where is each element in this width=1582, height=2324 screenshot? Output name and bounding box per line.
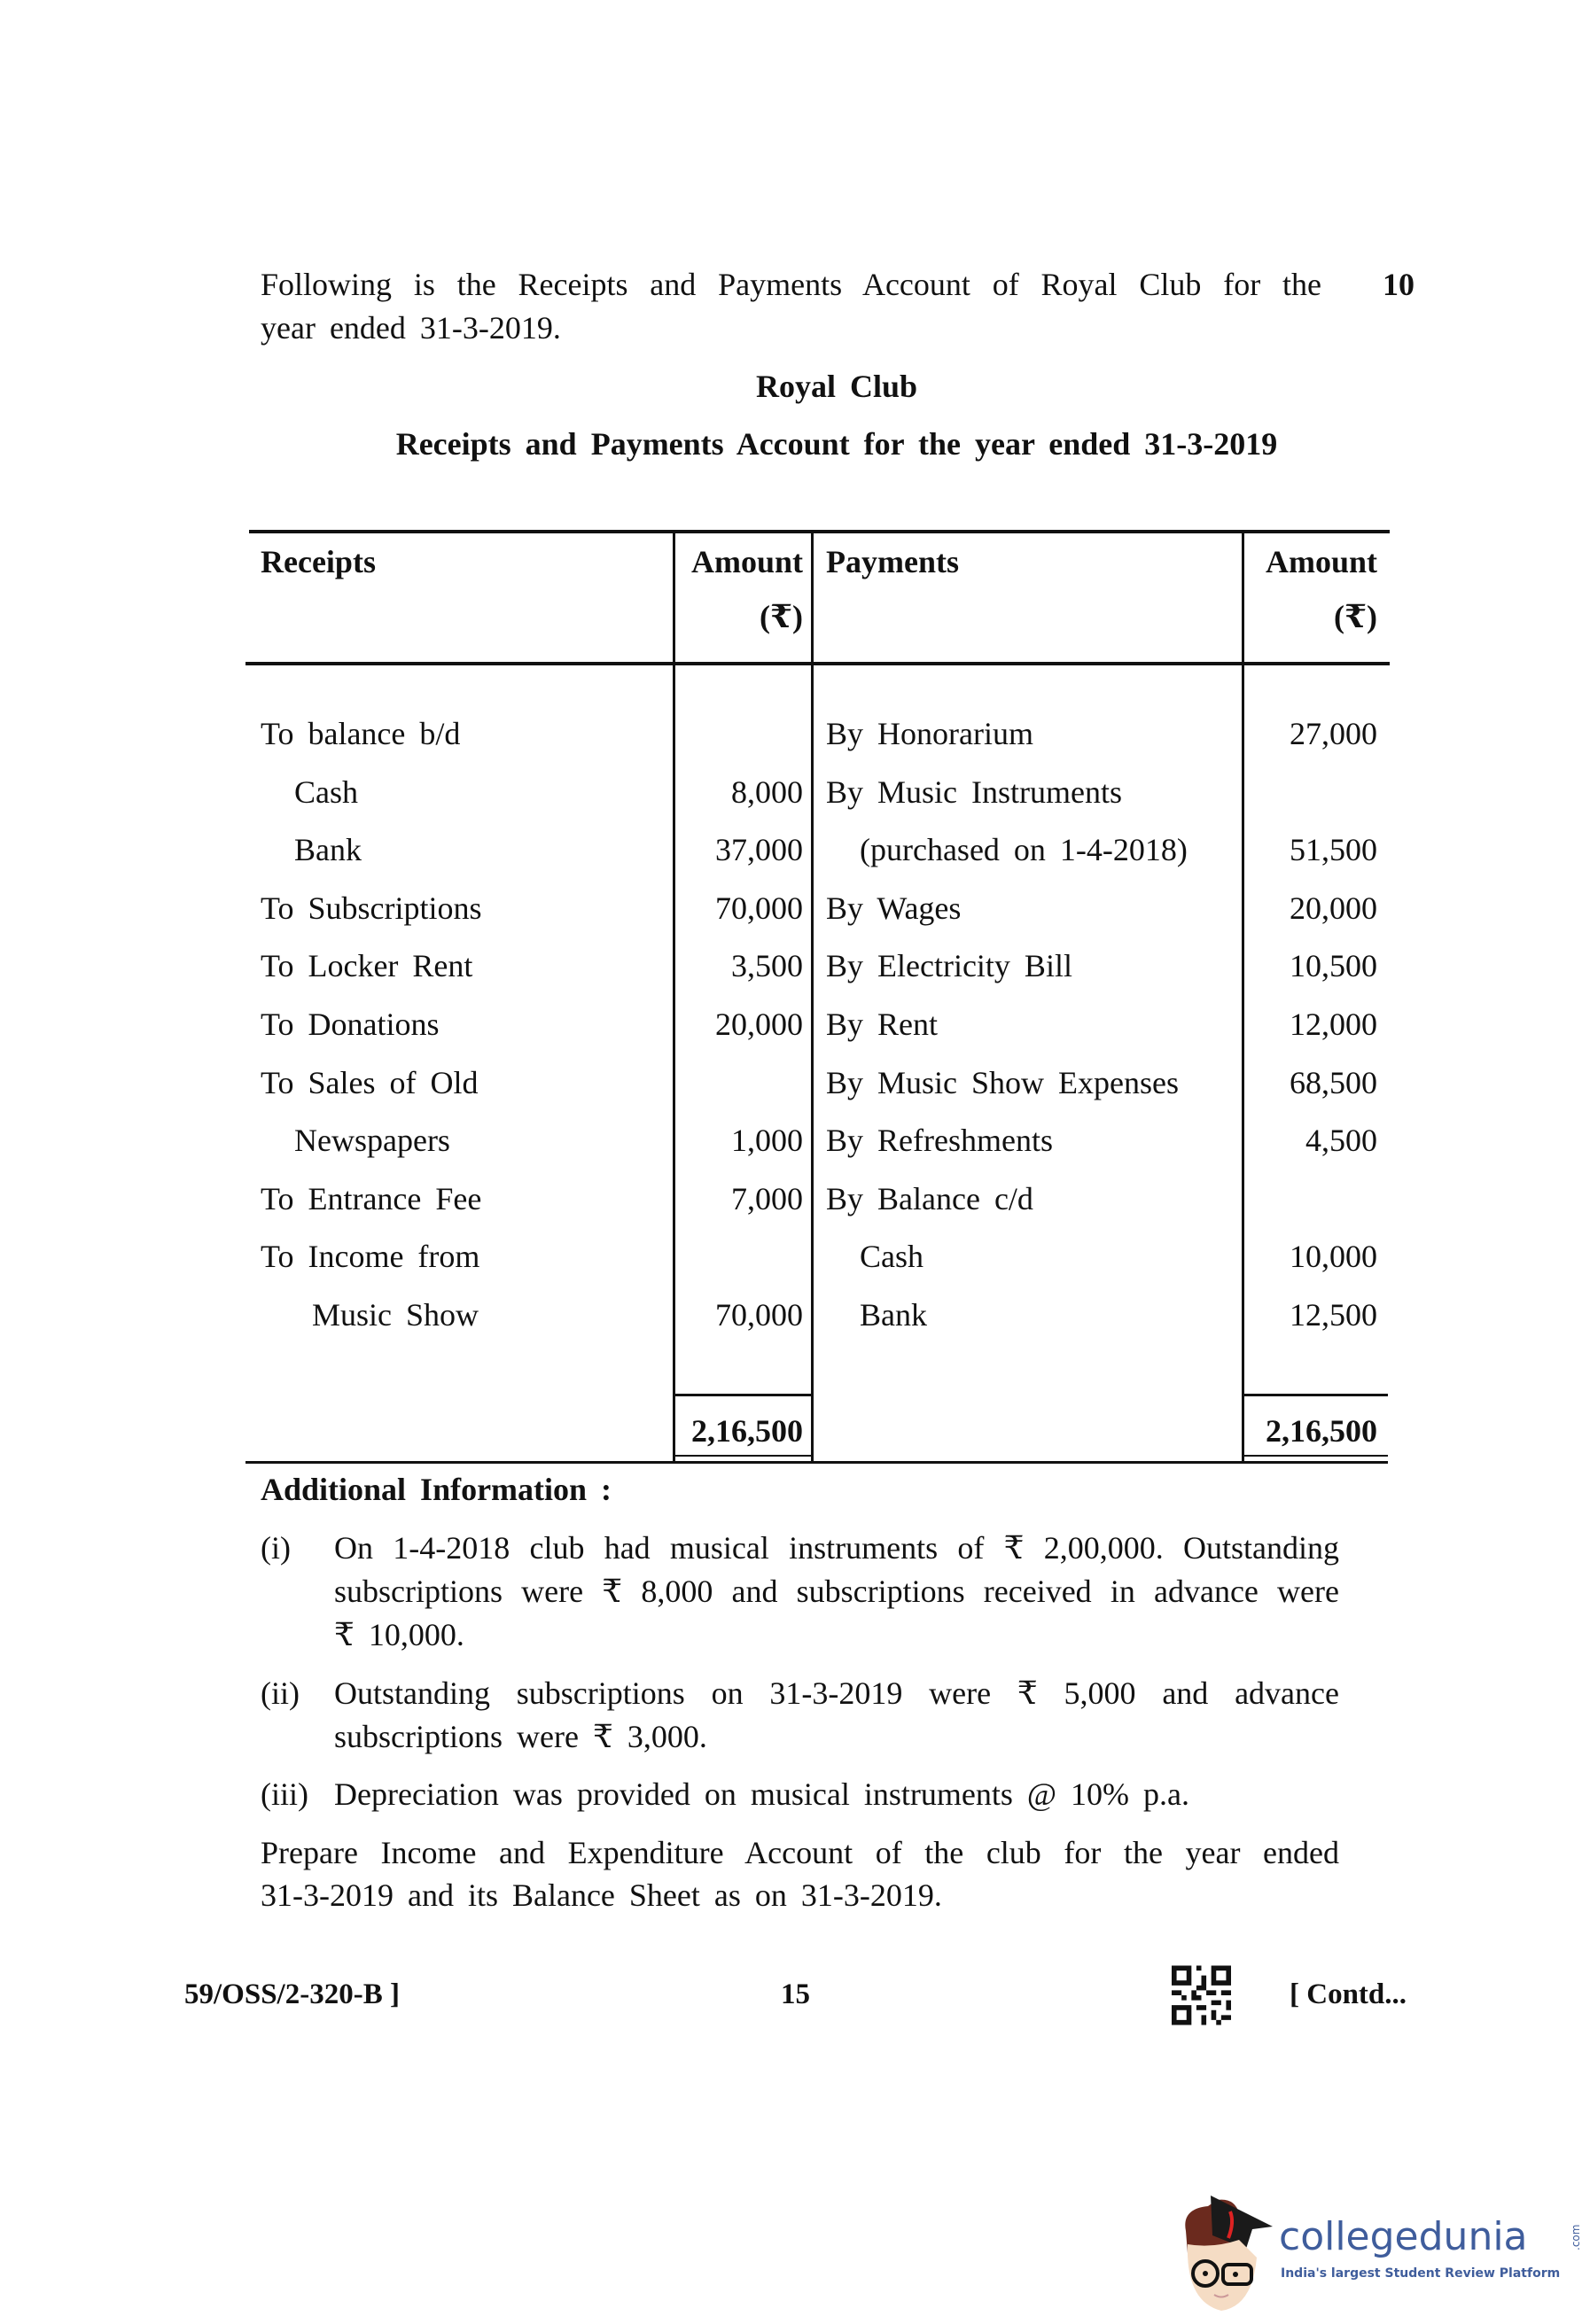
header-currency: (₹)	[759, 599, 803, 634]
payment-amount: 68,500	[1290, 1064, 1377, 1100]
instruction-line-1: Prepare Income and Expenditure Account of the club for the year ended	[261, 1835, 1339, 1870]
payment-amount: 12,000	[1290, 1007, 1377, 1042]
receipt-amount: 20,000	[715, 1007, 803, 1042]
instruction-line-2: 31-3-2019 and its Balance Sheet as on 31-3-2019.	[261, 1877, 942, 1913]
item-text-line: Outstanding subscriptions on 31-3-2019 were ₹ 5,000 and advance	[334, 1675, 1339, 1711]
intro-line-1: Following is the Receipts and Payments Account of Royal Club for the	[261, 267, 1321, 302]
logo-tagline: India's largest Student Review Platform	[1281, 2266, 1561, 2281]
receipt-item: To Donations	[261, 1007, 440, 1042]
receipt-item: To Income from	[261, 1239, 480, 1275]
receipt-item: To balance b/d	[261, 716, 461, 751]
total-rule	[1243, 1394, 1388, 1396]
item-text-line: subscriptions were ₹ 3,000.	[334, 1719, 707, 1754]
receipt-amount: 70,000	[715, 1297, 803, 1333]
qr-code-icon	[1172, 1965, 1231, 2025]
item-number: (iii)	[261, 1776, 308, 1812]
receipt-amount: 37,000	[715, 832, 803, 868]
item-text-line: On 1-4-2018 club had musical instruments of ₹ 2,00,000. Outstanding	[334, 1530, 1339, 1566]
payment-item: By Rent	[826, 1007, 939, 1042]
item-text-line: ₹ 10,000.	[334, 1617, 464, 1652]
header-payments: Payments	[826, 544, 959, 579]
header-amount: Amount	[690, 544, 803, 579]
payment-item: By Wages	[826, 890, 962, 926]
payment-item: By Electricity Bill	[826, 948, 1072, 984]
column-divider	[811, 532, 814, 1462]
column-divider	[673, 532, 675, 1462]
payment-amount: 20,000	[1290, 890, 1377, 926]
payment-amount: 10,500	[1290, 948, 1377, 984]
item-number: (ii)	[261, 1675, 300, 1711]
header-rule	[245, 662, 1390, 665]
account-title: Royal Club	[755, 369, 918, 404]
receipt-item: To Entrance Fee	[261, 1180, 482, 1216]
total-receipts: 2,16,500	[691, 1413, 803, 1449]
payment-amount: 12,500	[1290, 1297, 1377, 1333]
total-double-rule	[674, 1455, 812, 1457]
payment-amount	[1248, 766, 1377, 819]
marks: 10	[1383, 267, 1414, 302]
paper-code: 59/OSS/2-320-B ]	[184, 1978, 400, 2010]
payment-amount	[1248, 1172, 1377, 1225]
receipt-item: Music Show	[312, 1297, 479, 1333]
total-double-rule	[1243, 1455, 1388, 1457]
payment-item: By Music Instruments	[826, 773, 1122, 810]
continued-label: [ Contd...	[1290, 1978, 1407, 2010]
receipt-amount	[677, 1230, 803, 1283]
receipt-item: To Sales of Old	[261, 1064, 479, 1100]
additional-info-heading: Additional Information :	[261, 1472, 612, 1507]
table-top-rule	[249, 530, 1390, 533]
header-currency: (₹)	[1333, 599, 1377, 634]
receipt-amount: 7,000	[731, 1180, 803, 1216]
item-text-line: Depreciation was provided on musical instruments @ 10% p.a.	[334, 1776, 1189, 1812]
payment-item: By Music Show Expenses	[826, 1064, 1179, 1100]
payment-item: By Balance c/d	[826, 1180, 1033, 1216]
payment-item: Cash	[860, 1239, 923, 1275]
payment-item: Bank	[860, 1297, 927, 1333]
logo-wordmark: collegedunia	[1279, 2214, 1528, 2259]
logo-suffix: .com	[1570, 2224, 1582, 2250]
receipt-item: To Locker Rent	[261, 948, 473, 984]
payment-amount: 27,000	[1290, 716, 1377, 751]
header-receipts: Receipts	[261, 544, 376, 579]
receipt-amount: 3,500	[731, 948, 803, 984]
payment-item: By Refreshments	[826, 1123, 1053, 1159]
page-number: 15	[781, 1978, 810, 2010]
receipt-item: Bank	[294, 832, 362, 868]
mascot-icon	[1168, 2196, 1279, 2315]
payment-item: (purchased on 1-4-2018)	[860, 832, 1188, 868]
receipt-amount: 70,000	[715, 890, 803, 926]
column-divider	[1242, 532, 1244, 1462]
receipt-amount	[677, 1056, 803, 1109]
total-payments: 2,16,500	[1266, 1413, 1377, 1449]
account-subtitle: Receipts and Payments Account for the year ended 31-3-2019	[395, 426, 1278, 462]
table-bottom-rule	[245, 1461, 1388, 1464]
total-rule	[674, 1394, 812, 1396]
item-text-line: subscriptions were ₹ 8,000 and subscriptions received in advance were	[334, 1574, 1339, 1609]
receipt-amount: 1,000	[731, 1123, 803, 1159]
header-amount: Amount	[1265, 544, 1377, 579]
payment-amount: 51,500	[1290, 832, 1377, 868]
payment-amount: 4,500	[1305, 1123, 1377, 1159]
receipt-item: To Subscriptions	[261, 890, 482, 926]
receipt-amount	[677, 707, 803, 760]
intro-line-2: year ended 31-3-2019.	[261, 310, 561, 346]
receipt-item: Newspapers	[294, 1123, 450, 1159]
receipt-item: Cash	[294, 773, 358, 810]
payment-item: By Honorarium	[826, 716, 1033, 751]
receipt-amount: 8,000	[731, 773, 803, 810]
item-number: (i)	[261, 1530, 291, 1566]
payment-amount: 10,000	[1290, 1239, 1377, 1275]
